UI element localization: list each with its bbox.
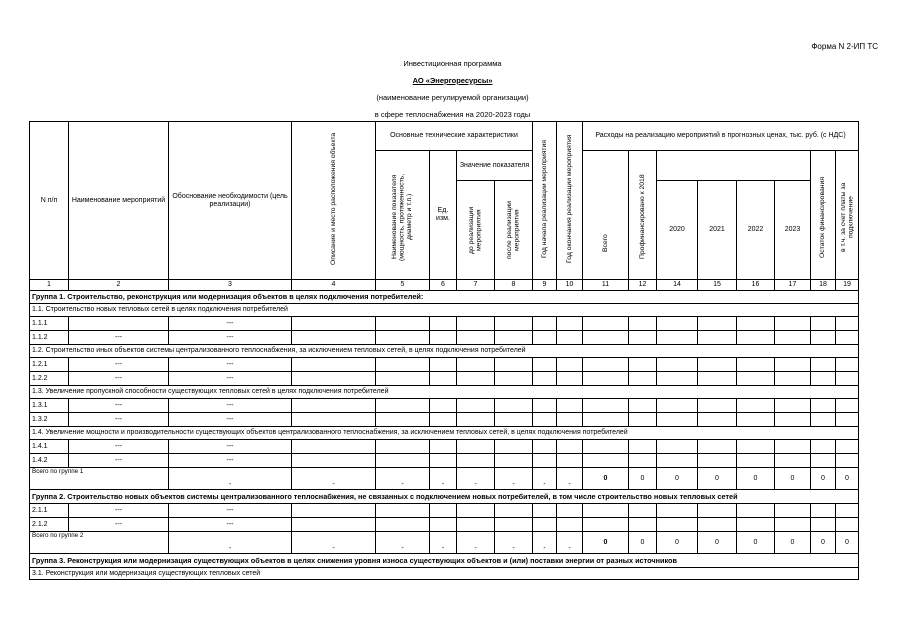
group-2-total-row [30, 532, 859, 554]
col-header-justification: Обоснование необходимости (цель реализации) [169, 122, 292, 280]
table-row [30, 317, 859, 331]
row-number: 1.4.2 [30, 454, 69, 468]
col-header-location-text: Описание и место расположения объекта [329, 132, 337, 266]
col-header-after-text: после реализации мероприятия [506, 201, 521, 260]
col-header-2022: 2022 [737, 181, 775, 280]
column-number: 3 [169, 280, 292, 291]
col-header-2021: 2021 [698, 181, 737, 280]
col-header-before [457, 181, 495, 280]
table-row [30, 440, 859, 454]
total-value: 0 [657, 532, 698, 554]
col-header-2023: 2023 [775, 181, 811, 280]
row-justification: --- [169, 504, 292, 518]
section-1-1-title: 1.1. Строительство новых тепловых сетей в целях подключения потребителей [30, 304, 859, 317]
col-header-2020: 2020 [657, 181, 698, 280]
col-header-location [292, 122, 376, 280]
row-justification: --- [169, 399, 292, 413]
row-justification: --- [169, 372, 292, 386]
column-number: 11 [583, 280, 629, 291]
row-number: 1.2.2 [30, 372, 69, 386]
total-value: 0 [657, 468, 698, 490]
total-dash: - [292, 532, 376, 554]
total-dash: - [495, 532, 533, 554]
row-number: 1.3.1 [30, 399, 69, 413]
column-number: 4 [292, 280, 376, 291]
total-dash: - [557, 468, 583, 490]
total-dash: - [169, 468, 292, 490]
table-row [30, 504, 859, 518]
total-dash: - [457, 468, 495, 490]
group-1-total-row [30, 468, 859, 490]
form-label: Форма N 2-ИП ТС [811, 42, 878, 51]
row-name: --- [69, 372, 169, 386]
col-header-years-blank [657, 151, 811, 181]
column-number: 15 [698, 280, 737, 291]
col-header-connection-fee [836, 151, 859, 280]
total-value: 0 [836, 532, 859, 554]
section-3-1-title: 3.1. Реконструкция или модернизация существующих тепловых сетей [30, 568, 859, 580]
total-dash: - [430, 532, 457, 554]
col-header-remaining-text: Остаток финансирования [819, 176, 827, 258]
organization-name: АО «Энергоресурсы» [412, 76, 493, 85]
column-number: 6 [430, 280, 457, 291]
group-2-total-label: Всего по группе 2 [30, 532, 169, 554]
column-number: 14 [657, 280, 698, 291]
col-header-total [583, 151, 629, 280]
total-dash: - [169, 532, 292, 554]
total-value: 0 [737, 468, 775, 490]
row-number: 2.1.1 [30, 504, 69, 518]
total-value: 0 [698, 532, 737, 554]
table-row [30, 454, 859, 468]
column-number: 19 [836, 280, 859, 291]
row-name [69, 317, 169, 331]
row-name: --- [69, 399, 169, 413]
total-value: 0 [698, 468, 737, 490]
col-header-before-text: до реализации мероприятия [468, 206, 483, 255]
row-justification: --- [169, 454, 292, 468]
col-header-after [495, 181, 533, 280]
program-scope: в сфере теплоснабжения на 2020-2023 годы [374, 110, 531, 119]
table-row [30, 413, 859, 427]
col-header-year-start-text: Год начала реализации мероприятия [540, 140, 548, 258]
row-number: 1.1.1 [30, 317, 69, 331]
total-value: 0 [629, 468, 657, 490]
col-header-year-start [533, 122, 557, 280]
col-header-year-end [557, 122, 583, 280]
group-1-title: Группа 1. Строительство, реконструкция или модернизация объектов в целях подключения потребителей: [30, 291, 859, 304]
col-header-total-text: Всего [601, 234, 609, 252]
section-1-4-title: 1.4. Увеличение мощности и производительности существующих объектов централизованного теплоснабжения, за исключением тепловых сетей, в целях подключения потребителей [30, 427, 859, 440]
column-number: 17 [775, 280, 811, 291]
table-row [30, 331, 859, 345]
col-header-unit: Ед. изм. [430, 151, 457, 280]
table-row [30, 358, 859, 372]
organization-note: (наименование регулируемой организации) [376, 93, 529, 102]
column-number: 8 [495, 280, 533, 291]
row-number: 1.1.2 [30, 331, 69, 345]
col-header-expenses-group: Расходы на реализацию мероприятий в прогнозных ценах, тыс. руб. (с НДС) [583, 122, 859, 151]
row-justification: --- [169, 358, 292, 372]
total-dash: - [292, 468, 376, 490]
total-dash: - [533, 532, 557, 554]
row-justification: --- [169, 317, 292, 331]
total-dash: - [376, 532, 430, 554]
col-header-connection-fee-text: в т.ч. за счет платы за подключение [839, 182, 854, 252]
group-2-title: Группа 2. Строительство новых объектов системы централизованного теплоснабжения, не связанных с подключением новых потребителей, в том числе строительство новых тепловых сетей [30, 490, 859, 504]
col-header-value-group: Значение показателя [457, 151, 533, 181]
total-value: 0 [737, 532, 775, 554]
total-dash: - [430, 468, 457, 490]
row-number: 2.1.2 [30, 518, 69, 532]
total-value: 0 [836, 468, 859, 490]
col-header-n: N п/п [30, 122, 69, 280]
row-name: --- [69, 518, 169, 532]
total-value: 0 [583, 468, 629, 490]
col-header-indicator-name-text: Наименование показателя (мощность, протяженность, диаметр и т.п.) [391, 173, 414, 261]
group-1-total-label: Всего по группе 1 [30, 468, 169, 490]
row-name: --- [69, 440, 169, 454]
col-header-financed-2018 [629, 151, 657, 280]
col-header-indicator-name [376, 151, 430, 280]
program-title: Инвестиционная программа [403, 59, 502, 68]
row-name: --- [69, 358, 169, 372]
total-value: 0 [775, 532, 811, 554]
group-3-title: Группа 3. Реконструкция или модернизация существующих объектов в целях снижения уровня износа существующих объектов и (или) поставки энергии от разных источников [30, 554, 859, 568]
row-justification: --- [169, 331, 292, 345]
col-header-year-end-text: Год окончания реализации мероприятия [565, 134, 573, 264]
row-justification: --- [169, 440, 292, 454]
col-header-tech-group: Основные технические характеристики [376, 122, 533, 151]
row-number: 1.3.2 [30, 413, 69, 427]
total-value: 0 [811, 532, 836, 554]
column-number: 16 [737, 280, 775, 291]
column-numbers-row [30, 280, 859, 291]
col-header-financed-2018-text: Профинансировано к 2018 [638, 174, 646, 260]
total-dash: - [457, 532, 495, 554]
column-number: 12 [629, 280, 657, 291]
section-1-3-title: 1.3. Увеличение пропускной способности существующих тепловых сетей в целях подключения потребителей [30, 386, 859, 399]
row-justification: --- [169, 518, 292, 532]
total-dash: - [557, 532, 583, 554]
total-value: 0 [629, 532, 657, 554]
investment-program-table [29, 121, 859, 580]
total-dash: - [495, 468, 533, 490]
col-header-remaining [811, 151, 836, 280]
column-number: 9 [533, 280, 557, 291]
total-value: 0 [583, 532, 629, 554]
row-name: --- [69, 454, 169, 468]
row-number: 1.2.1 [30, 358, 69, 372]
column-number: 18 [811, 280, 836, 291]
total-value: 0 [811, 468, 836, 490]
row-name: --- [69, 331, 169, 345]
total-dash: - [376, 468, 430, 490]
section-1-2-title: 1.2. Строительство иных объектов системы централизованного теплоснабжения, за исключением тепловых сетей, в целях подключения потребителей [30, 345, 859, 358]
row-justification: --- [169, 413, 292, 427]
column-number: 10 [557, 280, 583, 291]
column-number: 5 [376, 280, 430, 291]
total-dash: - [533, 468, 557, 490]
row-number: 1.4.1 [30, 440, 69, 454]
col-header-name: Наименование мероприятий [69, 122, 169, 280]
table-row [30, 518, 859, 532]
column-number: 7 [457, 280, 495, 291]
column-number: 2 [69, 280, 169, 291]
row-name: --- [69, 413, 169, 427]
table-row [30, 399, 859, 413]
column-number: 1 [30, 280, 69, 291]
row-name: --- [69, 504, 169, 518]
total-value: 0 [775, 468, 811, 490]
table-row [30, 372, 859, 386]
